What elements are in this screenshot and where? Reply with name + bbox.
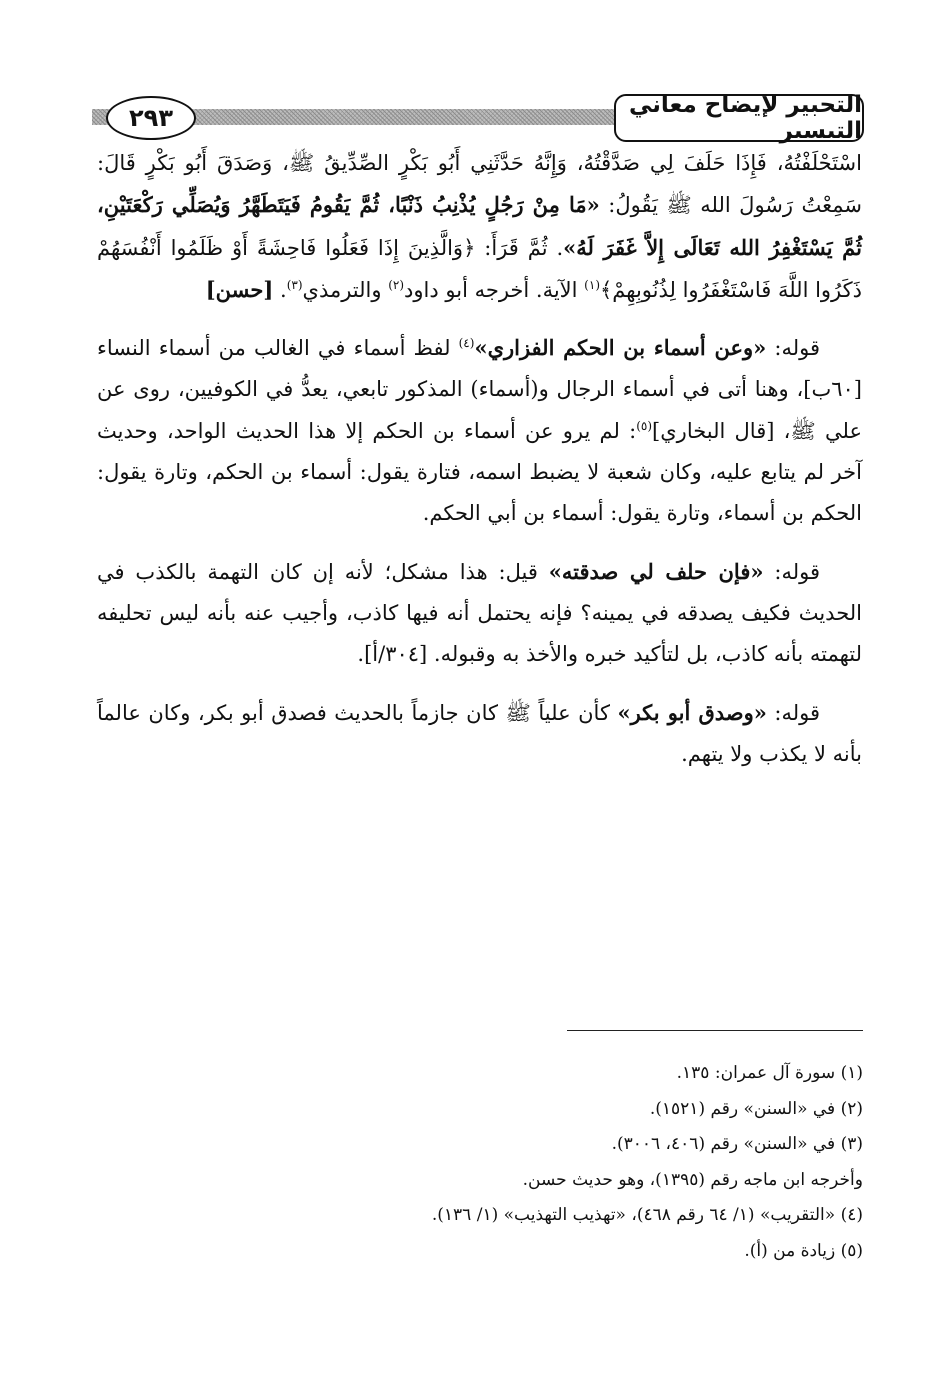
footnote: (٤) «التقريب» (١/ ٦٤ رقم ٤٦٨)، «تهذيب التهذيب» (١/ ١٣٦).	[431, 1205, 863, 1225]
footnote: (١) سورة آل عمران: ١٣٥.	[676, 1063, 863, 1083]
bold-text-run: «فإن حلف لي صدقته»	[548, 558, 764, 584]
bold-text-run: «وصدق أبو بكر»	[617, 699, 767, 725]
book-title: التحبير لإيضاح معاني التيسير	[614, 94, 864, 142]
footnote-ref: (٢)	[388, 277, 405, 292]
footnote-ref: (٥)	[636, 418, 653, 433]
footnote-separator	[567, 1030, 863, 1031]
footnote-ref: (١)	[584, 277, 600, 292]
bold-text-run: [حسن]	[205, 276, 274, 302]
text-run: والترمذي	[302, 277, 389, 302]
paragraph	[97, 327, 862, 534]
footnote-ref: (٣)	[286, 277, 303, 292]
footnote: وأخرجه ابن ماجه رقم (١٣٩٥)، وهو حديث حسن.	[522, 1169, 863, 1190]
text-run: قيل: هذا مشكل؛ لأنه إن كان التهمة بالكذب في الحديث فكيف يصدقه في يمينه؟ فإنه يحتمل أنه فيها كاذب، وأجيب عنه بأنه ليس تحليفه لتهمته بأنه كاذب، بل لتأكيد خبره والأخذ به وقبوله. [٣٠٤/أ].	[97, 559, 862, 667]
text-run: . ثُمَّ قَرَأَ: ﴿وَالَّذِينَ إِذَا فَعَلُوا فَاحِشَةً أَوْ ظَلَمُوا أَنْفُسَهُمْ ذَكَرُوا اللَّهَ فَاسْتَغْفَرُوا لِذُنُوبِهِمْ﴾	[97, 235, 862, 302]
text-run: .	[273, 277, 287, 302]
bold-text-run: «وعن أسماء بن الحكم الفزاري»	[474, 335, 767, 361]
page-number: ٢٩٣	[106, 96, 196, 140]
text-run: قوله:	[766, 700, 821, 725]
text-run: : لم يرو عن أسماء بن الحكم إلا هذا الحديث الواحد، وحديث آخر لم يتابع عليه، وكان شعبة لا يضبط اسمه، فتارة يقول: أسماء بن الحكم، وتارة يقول: الحكم بن أسماء، وتارة يقول: أسماء بن أبي الحكم.	[97, 418, 862, 526]
footnote: (٥) زيادة من (أ).	[744, 1240, 863, 1261]
footnote: (٣) في «السنن» رقم (٤٠٦، ٣٠٠٦).	[611, 1134, 863, 1154]
footnote: (٢) في «السنن» رقم (١٥٢١).	[649, 1098, 863, 1119]
paragraph	[97, 692, 862, 776]
text-run: الآية. أخرجه أبو داود	[404, 277, 585, 302]
text-run: قوله:	[766, 336, 821, 361]
bold-text-run: «مَا مِنْ رَجُلٍ يُذْنِبُ ذَنْبًا، ثُمَّ يَقُومُ فَيَتَطَهَّرُ وَيُصَلِّي رَكْعَتَيْنِ، ثُمَّ يَسْتَغْفِرُ الله تَعَالَى إِلاَّ غَفَرَ لَهُ»	[97, 192, 862, 260]
paragraph	[97, 143, 862, 311]
paragraph	[97, 551, 862, 676]
footnote-ref: (٤)	[458, 336, 475, 351]
text-run: لفظ أسماء في الغالب من أسماء النساء [٦٠ب]، وهنا أتى في أسماء الرجال و(أسماء) المذكور تابعي، يعدُّ في الكوفيين، روى عن علي ﷺ، [قال البخاري]	[97, 336, 862, 443]
page-header	[92, 92, 864, 142]
main-text	[97, 143, 862, 791]
text-run: قوله:	[763, 559, 821, 584]
text-run: اسْتَحْلَفْتُهُ، فَإِذَا حَلَفَ لِي صَدَّقْتُهُ، وَإِنَّهُ حَدَّثَنِي أَبُو بَكْرٍ الصِّدِّيقُ ﷺ، وَصَدَقَ أَبُو بَكْرٍ قَالَ: سَمِعْتُ رَسُولَ الله ﷺ يَقُولُ:	[97, 151, 862, 218]
text-run: كأن علياً ﷺ كان جازماً بالحديث فصدق أبو بكر، وكان عالماً بأنه لا يكذب ولا يتهم.	[97, 700, 862, 766]
footnotes-list	[163, 1062, 863, 1275]
